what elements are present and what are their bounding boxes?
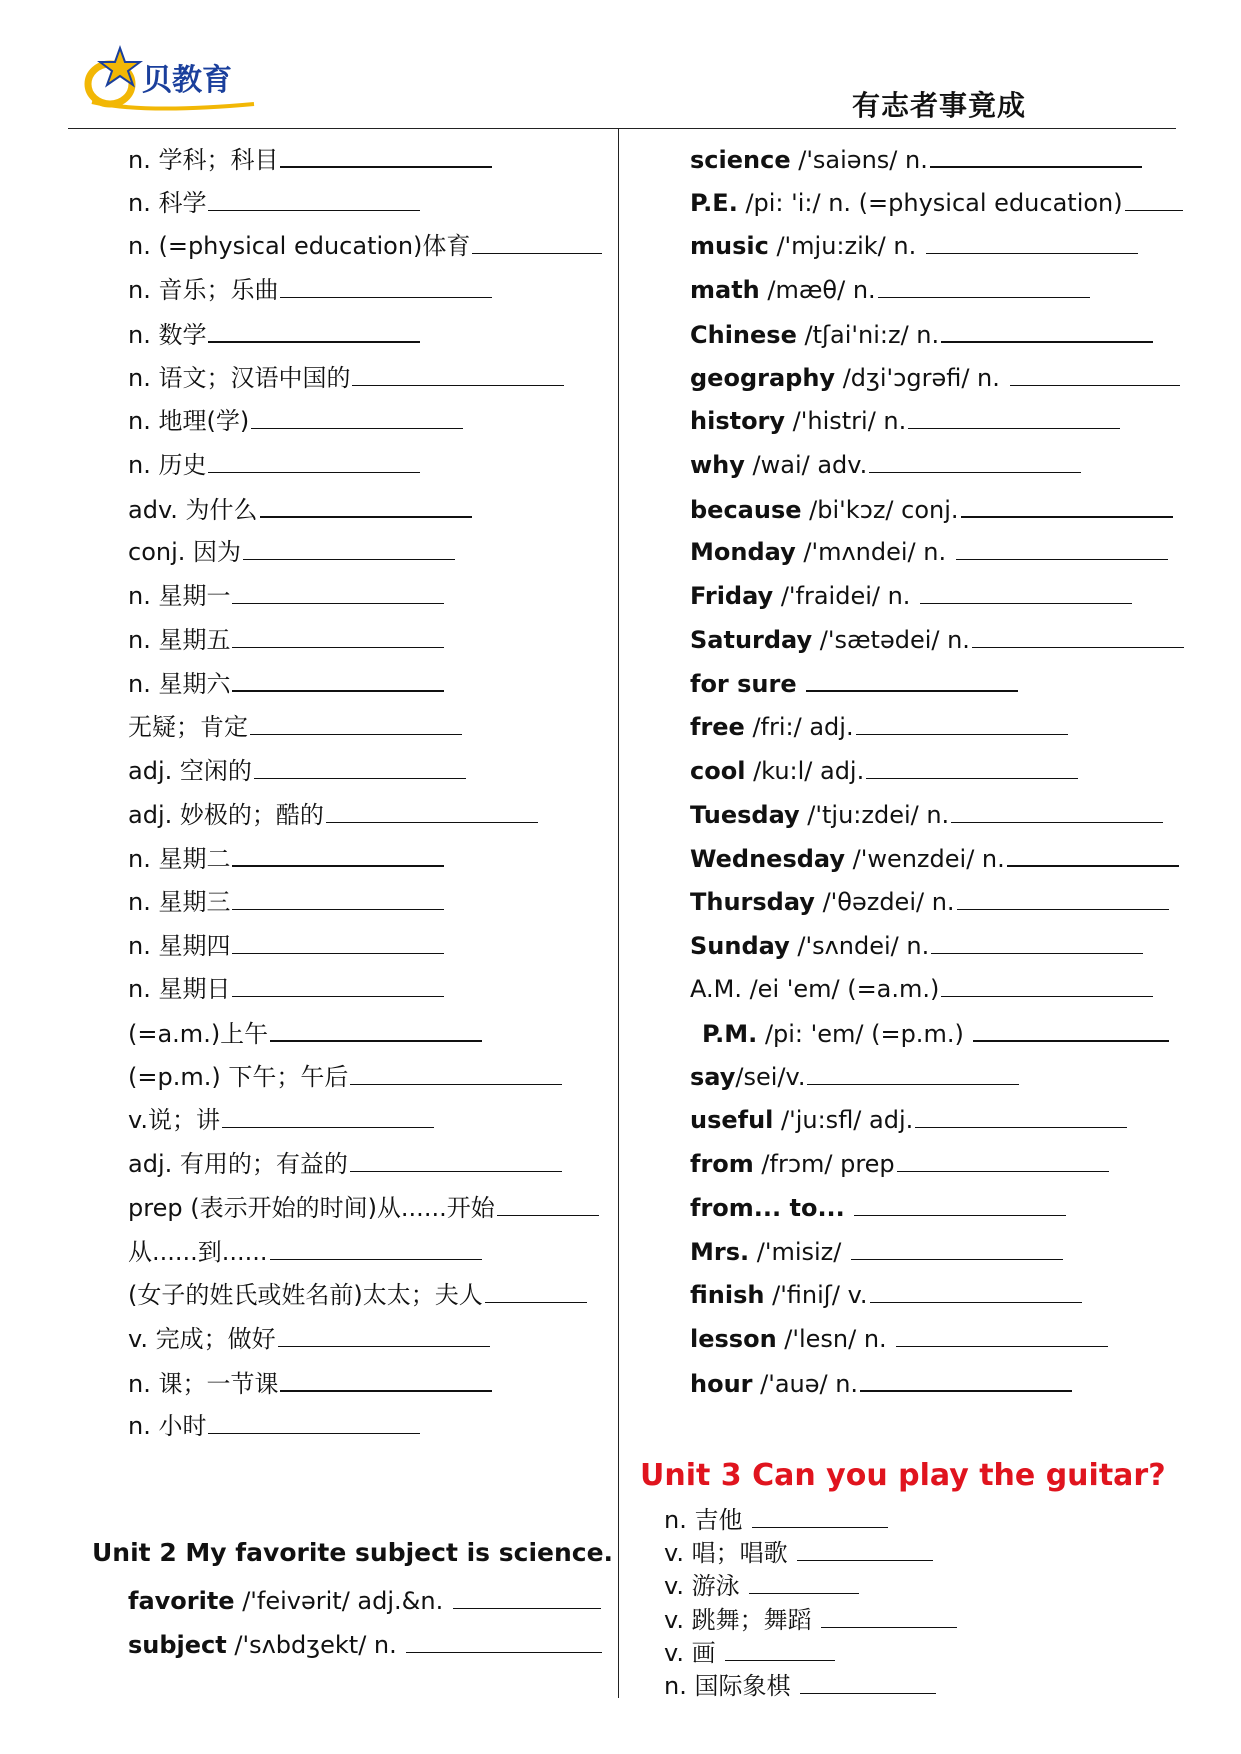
answer-blank[interactable] <box>851 1233 1063 1260</box>
left-vocab-item <box>128 533 455 567</box>
vocab-prompt: n. 星期五 <box>128 625 231 654</box>
unit3-item <box>664 1533 933 1568</box>
vocab-phonetic: /'auə/ n. <box>752 1369 859 1398</box>
vocab-prompt: adj. 妙极的；酷的 <box>128 800 324 829</box>
answer-blank[interactable] <box>472 227 602 254</box>
vocab-phonetic: /'mʌndei/ n. <box>795 538 954 567</box>
answer-blank[interactable] <box>280 140 492 168</box>
answer-blank[interactable] <box>326 796 538 823</box>
answer-blank[interactable] <box>232 577 444 604</box>
vocab-word: cool <box>690 756 746 785</box>
left-vocab-item <box>128 621 444 655</box>
right-vocab-item <box>690 490 1173 524</box>
left-vocab-item <box>128 1233 482 1267</box>
vocab-word: from <box>690 1150 754 1179</box>
vocab-word: Tuesday <box>690 800 800 829</box>
answer-blank[interactable] <box>920 577 1132 604</box>
right-vocab-item <box>690 1233 1063 1267</box>
vocab-phonetic: /'tju:zdei/ n. <box>799 800 950 829</box>
answer-blank[interactable] <box>797 1538 933 1561</box>
vocab-phonetic: /tʃai'ni:z/ n. <box>796 320 940 349</box>
vocab-word: hour <box>690 1369 753 1398</box>
unit2-title: Unit 2 My favorite subject is science. <box>92 1538 614 1567</box>
header-divider <box>68 128 1176 129</box>
vocab-prompt: n. 星期三 <box>128 887 231 916</box>
vocab-prompt: n. 星期四 <box>128 931 231 960</box>
right-vocab-item <box>690 227 1138 261</box>
answer-blank[interactable] <box>957 883 1169 910</box>
answer-blank[interactable] <box>972 621 1184 648</box>
vocab-phonetic: /'sʌndei/ n. <box>789 931 930 960</box>
answer-blank[interactable] <box>915 1101 1127 1128</box>
answer-blank[interactable] <box>931 927 1143 954</box>
right-vocab-item <box>690 271 1090 305</box>
vocab-phonetic: /mæθ/ n. <box>759 276 876 305</box>
logo-text: 贝教育 <box>142 63 232 98</box>
vocab-phonetic: /'misiz/ <box>749 1237 849 1266</box>
vocab-word: Thursday <box>690 887 815 916</box>
vocab-prompt: v. 跳舞；舞蹈 <box>664 1605 820 1634</box>
brand-logo <box>84 44 274 114</box>
answer-blank[interactable] <box>752 1505 888 1528</box>
answer-blank[interactable] <box>896 1320 1108 1347</box>
right-vocab-item <box>690 664 1018 698</box>
vocab-prompt: n. 小时 <box>128 1412 207 1441</box>
vocab-phonetic: /ku:l/ adj. <box>745 756 865 785</box>
right-vocab-item <box>690 927 1143 961</box>
right-vocab-item <box>702 1014 1169 1048</box>
left-vocab-item <box>128 664 444 698</box>
vocab-phonetic: /'saiəns/ n. <box>790 146 928 174</box>
right-vocab-item <box>690 1189 1066 1223</box>
vocab-word: history <box>690 407 786 436</box>
vocab-phonetic: /'sʌbdʒekt/ n. <box>226 1631 405 1659</box>
right-vocab-item <box>690 533 1168 567</box>
answer-blank[interactable] <box>866 752 1078 779</box>
vocab-prompt: (=p.m.) 下午；午后 <box>128 1062 349 1091</box>
right-vocab-item <box>690 446 1081 480</box>
left-vocab-item <box>128 883 444 917</box>
unit2-item <box>128 1626 602 1660</box>
answer-blank[interactable] <box>278 1320 490 1347</box>
right-vocab-item <box>690 402 1120 436</box>
vocab-phonetic <box>845 1194 853 1222</box>
vocab-word: Sunday <box>690 931 790 960</box>
vocab-word: useful <box>690 1106 774 1135</box>
left-vocab-item <box>128 1145 562 1179</box>
answer-blank[interactable] <box>260 490 472 518</box>
answer-blank[interactable] <box>232 927 444 954</box>
vocab-prompt: n. 语文；汉语中国的 <box>128 363 351 392</box>
unit3-item <box>664 1600 957 1635</box>
unit3-item <box>664 1633 835 1668</box>
vocab-prompt: adv. 为什么 <box>128 495 258 524</box>
vocab-word: Saturday <box>690 625 813 654</box>
left-vocab-item <box>128 446 420 480</box>
vocab-prompt: n. 地理(学) <box>128 407 250 436</box>
right-vocab-item <box>690 752 1078 786</box>
vocab-word: Chinese <box>690 320 797 349</box>
left-vocab-item <box>128 796 538 830</box>
left-vocab-item <box>128 490 472 524</box>
right-vocab-item <box>690 1364 1072 1398</box>
left-vocab-item <box>128 927 444 961</box>
answer-blank[interactable] <box>870 1276 1082 1303</box>
left-vocab-item <box>128 140 492 174</box>
left-vocab-item <box>128 271 492 305</box>
answer-blank[interactable] <box>930 140 1142 168</box>
unit3-item <box>664 1666 936 1701</box>
left-vocab-item <box>128 1058 562 1092</box>
vocab-prompt: n. 国际象棋 <box>664 1672 799 1700</box>
vocab-prompt: n. 吉他 <box>664 1506 751 1534</box>
left-vocab-item <box>128 402 463 436</box>
vocab-prompt: conj. 因为 <box>128 538 242 567</box>
answer-blank[interactable] <box>941 315 1153 343</box>
right-vocab-item <box>690 708 1068 742</box>
answer-blank[interactable] <box>860 1364 1072 1392</box>
vocab-prompt: v. 唱；唱歌 <box>664 1539 796 1568</box>
left-vocab-item <box>128 1101 434 1135</box>
right-vocab-item <box>690 577 1132 611</box>
answer-blank[interactable] <box>807 1058 1019 1085</box>
vocab-word: P.E. <box>690 188 738 217</box>
answer-blank[interactable] <box>208 446 420 473</box>
vocab-prompt: v.说；讲 <box>128 1106 220 1135</box>
vocab-prompt: n. 科学 <box>128 188 207 217</box>
answer-blank[interactable] <box>352 359 564 386</box>
answer-blank[interactable] <box>854 1189 1066 1216</box>
right-vocab-item <box>690 839 1179 873</box>
vocab-phonetic: /'lesn/ n. <box>776 1324 895 1353</box>
answer-blank[interactable] <box>800 1671 936 1694</box>
motto: 有志者事竟成 <box>852 89 1027 122</box>
vocab-phonetic: /'θəzdei/ n. <box>814 887 955 916</box>
vocab-prompt: 无疑；肯定 <box>128 713 248 742</box>
vocab-prompt: v. 画 <box>664 1638 724 1667</box>
vocab-word: for sure <box>690 670 797 699</box>
vocab-phonetic: /'wenzdei/ n. <box>845 845 1005 874</box>
right-vocab-item <box>690 315 1153 349</box>
vocab-phonetic: /'mju:zik/ n. <box>768 232 924 261</box>
vocab-word: P.M. <box>702 1020 758 1048</box>
column-divider <box>618 128 619 1698</box>
vocab-prompt: 从......到...... <box>128 1237 268 1266</box>
vocab-phonetic: /pi: 'em/ (=p.m.) <box>757 1020 972 1048</box>
vocab-prompt: n. 星期二 <box>128 845 231 874</box>
vocab-word: favorite <box>128 1587 235 1615</box>
answer-blank[interactable] <box>485 1276 587 1303</box>
vocab-phonetic: /'sætədei/ n. <box>812 625 970 654</box>
vocab-phonetic: /wai/ adv. <box>744 450 868 479</box>
right-vocab-item <box>690 1276 1082 1310</box>
vocab-word: why <box>690 450 745 479</box>
answer-blank[interactable] <box>941 970 1153 997</box>
vocab-word: lesson <box>690 1324 777 1353</box>
vocab-word: Friday <box>690 582 774 610</box>
answer-blank[interactable] <box>232 621 444 648</box>
answer-blank[interactable] <box>856 708 1068 735</box>
left-vocab-item <box>128 839 444 873</box>
left-vocab-item <box>128 184 420 218</box>
right-vocab-item <box>690 184 1183 218</box>
vocab-phonetic: /'histri/ n. <box>785 407 907 436</box>
answer-blank[interactable] <box>208 184 420 211</box>
vocab-prompt: n. 课；一节课 <box>128 1369 279 1398</box>
answer-blank[interactable] <box>208 315 420 343</box>
vocab-prompt: n. 音乐；乐曲 <box>128 276 279 305</box>
answer-blank[interactable] <box>280 271 492 298</box>
vocab-prompt: v. 完成；做好 <box>128 1324 276 1353</box>
answer-blank[interactable] <box>453 1582 601 1609</box>
vocab-prompt: adj. 空闲的 <box>128 756 252 785</box>
answer-blank[interactable] <box>232 664 444 692</box>
vocab-word: Wednesday <box>690 845 846 874</box>
vocab-phonetic: /sei/v. <box>735 1062 806 1091</box>
vocab-word: because <box>690 495 802 524</box>
left-vocab-item <box>128 970 444 1004</box>
unit3-item <box>664 1500 888 1535</box>
vocab-phonetic: /'ju:sfl/ adj. <box>773 1106 914 1135</box>
vocab-word: science <box>690 146 791 174</box>
answer-blank[interactable] <box>973 1014 1169 1042</box>
vocab-phonetic <box>797 670 805 698</box>
vocab-phonetic: /fri:/ adj. <box>744 713 854 742</box>
left-vocab-item <box>128 1364 492 1398</box>
answer-blank[interactable] <box>725 1638 835 1661</box>
vocab-word: say <box>690 1062 736 1091</box>
unit3-title: Unit 3 Can you play the guitar? <box>640 1458 1166 1493</box>
answer-blank[interactable] <box>878 271 1090 298</box>
right-vocab-item <box>690 970 1153 1004</box>
right-vocab-item <box>690 1101 1127 1135</box>
answer-blank[interactable] <box>1007 839 1179 867</box>
vocab-word: finish <box>690 1281 765 1310</box>
left-vocab-item <box>128 1189 599 1223</box>
vocab-prompt: n. 数学 <box>128 320 207 349</box>
vocab-phonetic: /bi'kɔz/ conj. <box>801 495 959 524</box>
answer-blank[interactable] <box>869 446 1081 473</box>
vocab-prompt: adj. 有用的；有益的 <box>128 1150 348 1179</box>
vocab-prompt: n. 星期六 <box>128 670 231 699</box>
right-vocab-item <box>690 883 1169 917</box>
answer-blank[interactable] <box>250 708 462 735</box>
answer-blank[interactable] <box>232 839 444 867</box>
vocab-prompt: v. 游泳 <box>664 1572 748 1601</box>
answer-blank[interactable] <box>406 1626 602 1653</box>
answer-blank[interactable] <box>251 402 463 429</box>
vocab-word: music <box>690 232 769 261</box>
vocab-phonetic: /ei 'em/ (=a.m.) <box>741 975 940 1004</box>
left-vocab-item <box>128 315 420 349</box>
answer-blank[interactable] <box>821 1605 957 1628</box>
answer-blank[interactable] <box>1010 359 1180 386</box>
vocab-word: Monday <box>690 538 796 567</box>
left-vocab-item <box>128 359 564 393</box>
vocab-word: geography <box>690 363 836 392</box>
vocab-word: free <box>690 713 745 742</box>
vocab-word: math <box>690 276 760 305</box>
vocab-phonetic: /'finiʃ/ v. <box>764 1281 868 1310</box>
vocab-phonetic: /pi: 'i:/ n. (=physical education) <box>737 188 1123 217</box>
vocab-word: Mrs. <box>690 1237 750 1266</box>
answer-blank[interactable] <box>961 490 1173 518</box>
vocab-phonetic: /'feivərit/ adj.&n. <box>234 1587 451 1615</box>
vocab-prompt: n. (=physical education)体育 <box>128 232 471 261</box>
vocab-prompt: n. 星期日 <box>128 975 231 1004</box>
left-vocab-item <box>128 1014 482 1048</box>
logo-graphic <box>84 44 274 114</box>
answer-blank[interactable] <box>222 1101 434 1128</box>
vocab-phonetic: /'fraidei/ n. <box>773 582 919 610</box>
answer-blank[interactable] <box>956 533 1168 560</box>
left-vocab-item <box>128 1407 420 1441</box>
vocab-word: A.M. <box>690 975 742 1004</box>
vocab-prompt: n. 星期一 <box>128 582 231 610</box>
right-vocab-item <box>690 621 1184 655</box>
answer-blank[interactable] <box>951 796 1163 823</box>
left-vocab-item <box>128 708 462 742</box>
answer-blank[interactable] <box>1125 184 1183 211</box>
answer-blank[interactable] <box>232 970 444 997</box>
answer-blank[interactable] <box>350 1145 562 1172</box>
unit3-item <box>664 1566 859 1601</box>
vocab-prompt: (女子的姓氏或姓名前)太太；夫人 <box>128 1281 483 1310</box>
vocab-prompt: prep (表示开始的时间)从......开始 <box>128 1193 495 1222</box>
right-vocab-item <box>690 1145 1109 1179</box>
answer-blank[interactable] <box>243 533 455 560</box>
answer-blank[interactable] <box>350 1058 562 1085</box>
answer-blank[interactable] <box>806 664 1018 692</box>
vocab-word: from... to... <box>690 1193 845 1222</box>
right-vocab-item <box>690 1058 1019 1092</box>
answer-blank[interactable] <box>926 227 1138 254</box>
left-vocab-item <box>128 1276 587 1310</box>
right-vocab-item <box>690 796 1163 830</box>
answer-blank[interactable] <box>908 402 1120 429</box>
answer-blank[interactable] <box>497 1189 599 1216</box>
right-vocab-item <box>690 140 1142 174</box>
right-vocab-item <box>690 1320 1108 1354</box>
right-vocab-item <box>690 359 1180 393</box>
answer-blank[interactable] <box>280 1364 492 1392</box>
answer-blank[interactable] <box>232 883 444 910</box>
vocab-prompt: (=a.m.)上午 <box>128 1020 269 1048</box>
left-vocab-item <box>128 227 602 261</box>
answer-blank[interactable] <box>270 1014 482 1042</box>
vocab-word: subject <box>128 1631 227 1659</box>
vocab-prompt: n. 历史 <box>128 450 207 479</box>
answer-blank[interactable] <box>897 1145 1109 1172</box>
answer-blank[interactable] <box>208 1407 420 1434</box>
vocab-phonetic: /dʒi'ɔgrəfi/ n. <box>835 363 1008 392</box>
answer-blank[interactable] <box>270 1233 482 1260</box>
answer-blank[interactable] <box>254 752 466 779</box>
unit2-item <box>128 1582 601 1616</box>
vocab-prompt: n. 学科；科目 <box>128 146 279 174</box>
left-vocab-item <box>128 752 466 786</box>
left-vocab-item <box>128 577 444 611</box>
left-vocab-item <box>128 1320 490 1354</box>
answer-blank[interactable] <box>749 1571 859 1594</box>
vocab-phonetic: /frɔm/ prep <box>753 1150 895 1179</box>
